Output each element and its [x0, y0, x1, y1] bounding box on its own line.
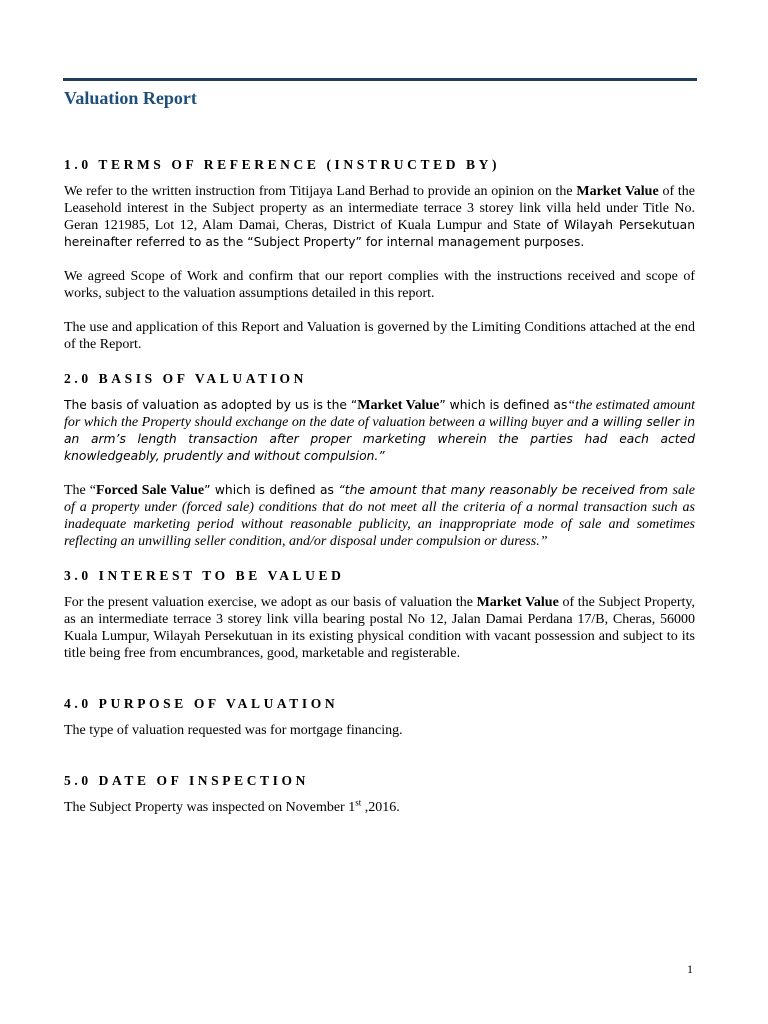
section-2-heading: 2.0 BASIS OF VALUATION — [64, 371, 307, 386]
text-run: We refer to the written instruction from Titijaya Land Berhad to provide an opinion on the — [64, 184, 577, 199]
section-2-paragraph-2 — [64, 482, 695, 550]
text-run: ,2016. — [361, 800, 400, 815]
text-run: ” which is defined as — [439, 398, 568, 412]
text-run: The basis of valuation as adopted by us is the “ — [64, 398, 358, 412]
text-run: The Subject Property was inspected on November 1 — [64, 800, 356, 815]
section-5-paragraph-1 — [64, 799, 695, 816]
section-1-paragraph-3: The use and application of this Report and Valuation is governed by the Limiting Conditions attached at the end of the Report. — [64, 320, 695, 352]
section-4-heading: 4.0 PURPOSE OF VALUATION — [64, 696, 339, 711]
section-2-paragraph-1 — [64, 397, 695, 465]
text-run: The “ — [64, 483, 96, 498]
market-value-term: Market Value — [357, 398, 440, 413]
section-4-paragraph-1: The type of valuation requested was for mortgage financing. — [64, 723, 403, 738]
section-1-paragraph-1 — [64, 183, 695, 251]
market-value-term: Market Value — [576, 184, 659, 199]
text-run: For the present valuation exercise, we adopt as our basis of valuation the — [64, 595, 477, 610]
market-value-term: Market Value — [476, 595, 559, 610]
text-run: of the Subject Property, as an intermediate terrace 3 storey link villa bearing postal No 12, Jalan Damai Perdana 17/B, Cheras, 56000 Kuala Lumpur, Wilayah Persekutuan in its existing physical condition with vacant possession and subject to its title being free from encumbrances, good, marketable and registerable. — [64, 595, 695, 661]
section-3-paragraph-1 — [64, 594, 695, 662]
forced-sale-value-term: Forced Sale Value — [95, 483, 205, 498]
definition-text: “the amount that many reasonably be received from — [338, 483, 673, 497]
definition-text: a willing seller in an arm’s length transaction after proper marketing wherein the parties had each acted knowledgeably, prudently and without compulsion.” — [64, 415, 695, 463]
definition-text: sale of a property under (forced sale) conditions that do not meet all the criteria of a normal transaction such as inadequate marketing period without reasonable publicity, an inappropriate mode of sale and sometimes reflecting an unwilling seller condition, and/or disposal under compulsion or duress.” — [64, 483, 695, 549]
text-run: ” which is defined as — [204, 483, 339, 497]
section-3-heading: 3.0 INTEREST TO BE VALUED — [64, 568, 345, 583]
header-rule — [63, 78, 697, 81]
section-5-heading: 5.0 DATE OF INSPECTION — [64, 773, 309, 788]
text-run: of the Leasehold interest in the Subject property as an intermediate terrace 3 storey link villa held under Title No. Geran 121985, Lot 12, Alam Damai, Cheras, District of Kuala Lumpur and State — [64, 184, 695, 233]
definition-text: “the estimated amount for which the Property should exchange on the date of valuation between a willing buyer and — [64, 398, 695, 430]
ordinal-suffix: st — [355, 797, 362, 808]
report-body — [64, 156, 695, 816]
section-1-heading: 1.0 TERMS OF REFERENCE (INSTRUCTED BY) — [64, 157, 501, 172]
section-1-paragraph-2: We agreed Scope of Work and confirm that our report complies with the instructions received and scope of works, subject to the valuation assumptions detailed in this report. — [64, 269, 695, 301]
text-run: of Wilayah Persekutuan hereinafter referred to as the “Subject Property” for internal management purposes. — [64, 218, 695, 249]
report-title: Valuation Report — [64, 88, 197, 108]
page-number: 1 — [687, 962, 693, 976]
